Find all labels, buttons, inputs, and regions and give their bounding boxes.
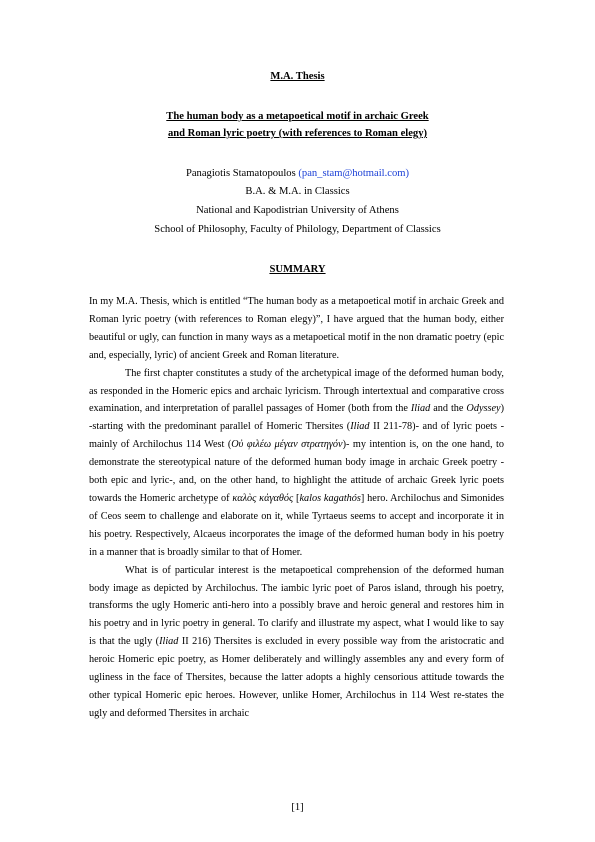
- italic-segment: καλὸς κἀγαθός: [232, 492, 294, 504]
- italic-segment: Iliad: [159, 636, 179, 648]
- text-segment: )- my intention is, on the one hand, to demonstrate the stereotypical nature of the deformed human body image in archaic Greek poetry -both epic and lyric-, and, on the other hand, to highlight the attitude of archaic Greek lyric poets towards the Homeric archetype of: [89, 439, 505, 504]
- text-segment: ) -starting with the predominant parallel of Homeric Thersites (: [89, 403, 504, 433]
- email-link[interactable]: pan_stam@hotmail.com: [301, 168, 406, 179]
- italic-segment: Odyssey: [466, 403, 501, 415]
- email-wrapper: (pan_stam@hotmail.com): [298, 168, 410, 179]
- text-segment: II 211-78)- and of lyric poets -mainly of Archilochus 114 West (: [89, 421, 505, 451]
- summary-heading: SUMMARY: [269, 264, 326, 275]
- summary-body: [89, 293, 504, 723]
- author-name: Panagiotis Stamatopoulos: [185, 168, 296, 179]
- italic-segment: Iliad: [410, 403, 431, 415]
- paragraph-3: [89, 562, 504, 723]
- title-line-2: and Roman lyric poetry (with references to Roman elegy): [167, 128, 428, 139]
- page-number: [1]: [291, 802, 304, 813]
- text-segment: ] hero. Archilochus and Simonides of Ceos seem to challenge and elaborate on it, while Tyrtaeus seems to accept and incorporate it in his poetry. Respectively, Alcaeus incorporates the image of the deformed human body in his poetry in a manner that is broadly similar to that of Homer.: [89, 492, 504, 558]
- text-segment: In my M.A. Thesis, which is entitled “The human body as a metapoetical motif in archaic Greek and Roman lyric poetry (with references to Roman elegy)”, I have argued that the human body, either beautiful or ugly, can function in many ways as a metapoetical motif in the non dramatic poetry (epic and, especially, lyric) of ancient Greek and Roman literature.: [89, 296, 504, 361]
- paragraph-2: [89, 365, 504, 562]
- title-line-1: The human body as a metapoetical motif in archaic Greek: [166, 111, 429, 122]
- paragraph-1: [89, 293, 504, 365]
- text-segment: What is of particular interest is the metapoetical comprehension of the deformed human body image as depicted by Archilochus. The iambic lyric poet of Paros island, through his poetry, transforms the ugly Homeric anti-hero into a possibly brave and heroic general and restores him in his poetry and in lyric poetry in general. To clarify and illustrate my aspect, what I would like to say is that the ugly (: [89, 564, 504, 648]
- italic-segment: Οὐ φιλέω μέγαν στρατηγόν: [231, 439, 343, 451]
- author-school: School of Philosophy, Faculty of Philology, Department of Classics: [154, 224, 441, 235]
- thesis-label: M.A. Thesis: [270, 71, 325, 82]
- author-university: National and Kapodistrian University of Athens: [196, 205, 399, 216]
- author-degree: B.A. & M.A. in Classics: [245, 186, 350, 197]
- text-segment: and the: [430, 403, 467, 415]
- italic-segment: Iliad: [350, 421, 370, 433]
- text-segment: The first chapter constitutes a study of the archetypical image of the deformed human body, as responded in the Homeric epics and archaic lyricism. Through intertextual and comparative cross examination, and interpretation of parallel passages of Homer (both from the: [89, 367, 504, 415]
- italic-segment: kalos kagathós: [299, 492, 361, 504]
- text-segment: II 216) Thersites is excluded in every possible way from the aristocratic and heroic Homeric epic poetry, as Homer deliberately and willingly assembles any and every form of ugliness in the face of Thersites, because the latter adopts a highly censorious attitude towards the other typical Homeric epic heroes. However, unlike Homer, Archilochus in 114 West re-states the ugly and deformed Thersites in archaic: [89, 636, 504, 719]
- text-segment: [: [293, 492, 300, 504]
- author-line: [0, 168, 595, 179]
